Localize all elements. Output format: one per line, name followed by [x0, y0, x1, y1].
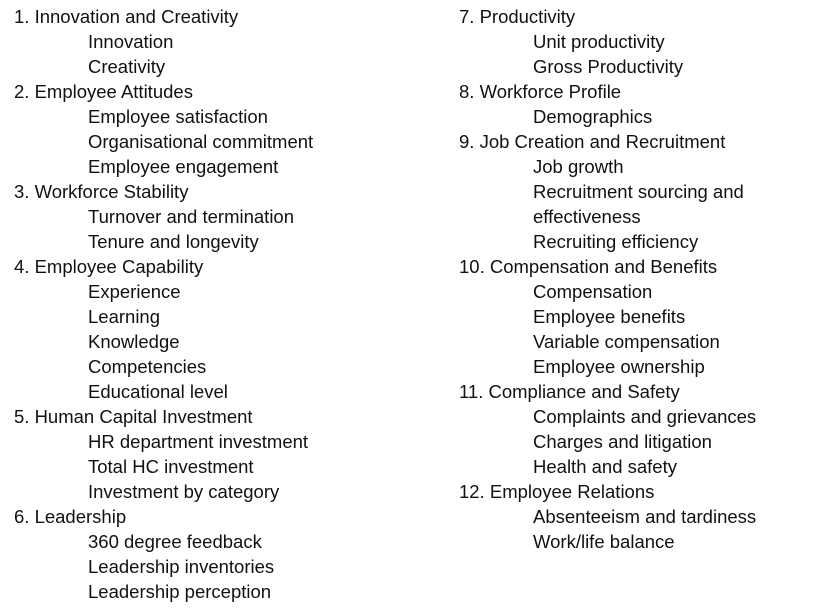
metric-item: effectiveness [533, 206, 641, 227]
metric-item: Complaints and grievances [533, 406, 757, 427]
metric-item: Educational level [88, 381, 228, 402]
metric-item: Recruitment sourcing and [533, 181, 744, 202]
metric-item: Turnover and termination [88, 206, 295, 227]
category-heading: 5. Human Capital Investment [14, 406, 253, 427]
metric-item: Absenteeism and tardiness [533, 506, 757, 527]
metric-item: Organisational commitment [88, 131, 314, 152]
metric-item: Unit productivity [533, 31, 665, 52]
category-heading: 7. Productivity [459, 6, 576, 27]
metric-item: Work/life balance [533, 531, 675, 552]
metric-item: Employee satisfaction [88, 106, 268, 127]
metric-item: Charges and litigation [533, 431, 712, 452]
metric-item: Tenure and longevity [88, 231, 259, 252]
metric-item: Variable compensation [533, 331, 720, 352]
category-heading: 12. Employee Relations [459, 481, 655, 502]
metric-item: Knowledge [88, 331, 180, 352]
metric-item: Demographics [533, 106, 653, 127]
metric-item: Job growth [533, 156, 624, 177]
category-heading: 9. Job Creation and Recruitment [459, 131, 726, 152]
metric-item: Recruiting efficiency [533, 231, 699, 252]
metric-item: Creativity [88, 56, 166, 77]
category-heading: 4. Employee Capability [14, 256, 204, 277]
metric-item: Learning [88, 306, 161, 327]
metric-item: Competencies [88, 356, 207, 377]
metric-item: Investment by category [88, 481, 280, 502]
metric-item: 360 degree feedback [88, 531, 262, 552]
category-heading: 8. Workforce Profile [459, 81, 622, 102]
metric-item: Leadership inventories [88, 556, 275, 577]
metric-item: Leadership perception [88, 581, 272, 602]
right-column [459, 4, 756, 554]
metric-item: Employee ownership [533, 356, 705, 377]
metric-item: Employee engagement [88, 156, 279, 177]
metric-item: Employee benefits [533, 306, 686, 327]
metric-item: Health and safety [533, 456, 677, 477]
metric-item: Total HC investment [88, 456, 254, 477]
category-heading: 3. Workforce Stability [14, 181, 189, 202]
metric-item: Experience [88, 281, 181, 302]
metric-item: Innovation [88, 31, 174, 52]
metric-item: Compensation [533, 281, 653, 302]
category-heading: 1. Innovation and Creativity [14, 6, 239, 27]
category-heading: 2. Employee Attitudes [14, 81, 193, 102]
category-heading: 10. Compensation and Benefits [459, 256, 718, 277]
category-heading: 11. Compliance and Safety [459, 381, 680, 402]
category-heading: 6. Leadership [14, 506, 127, 527]
metric-item: Gross Productivity [533, 56, 684, 77]
left-column [14, 4, 313, 604]
metric-item: HR department investment [88, 431, 309, 452]
